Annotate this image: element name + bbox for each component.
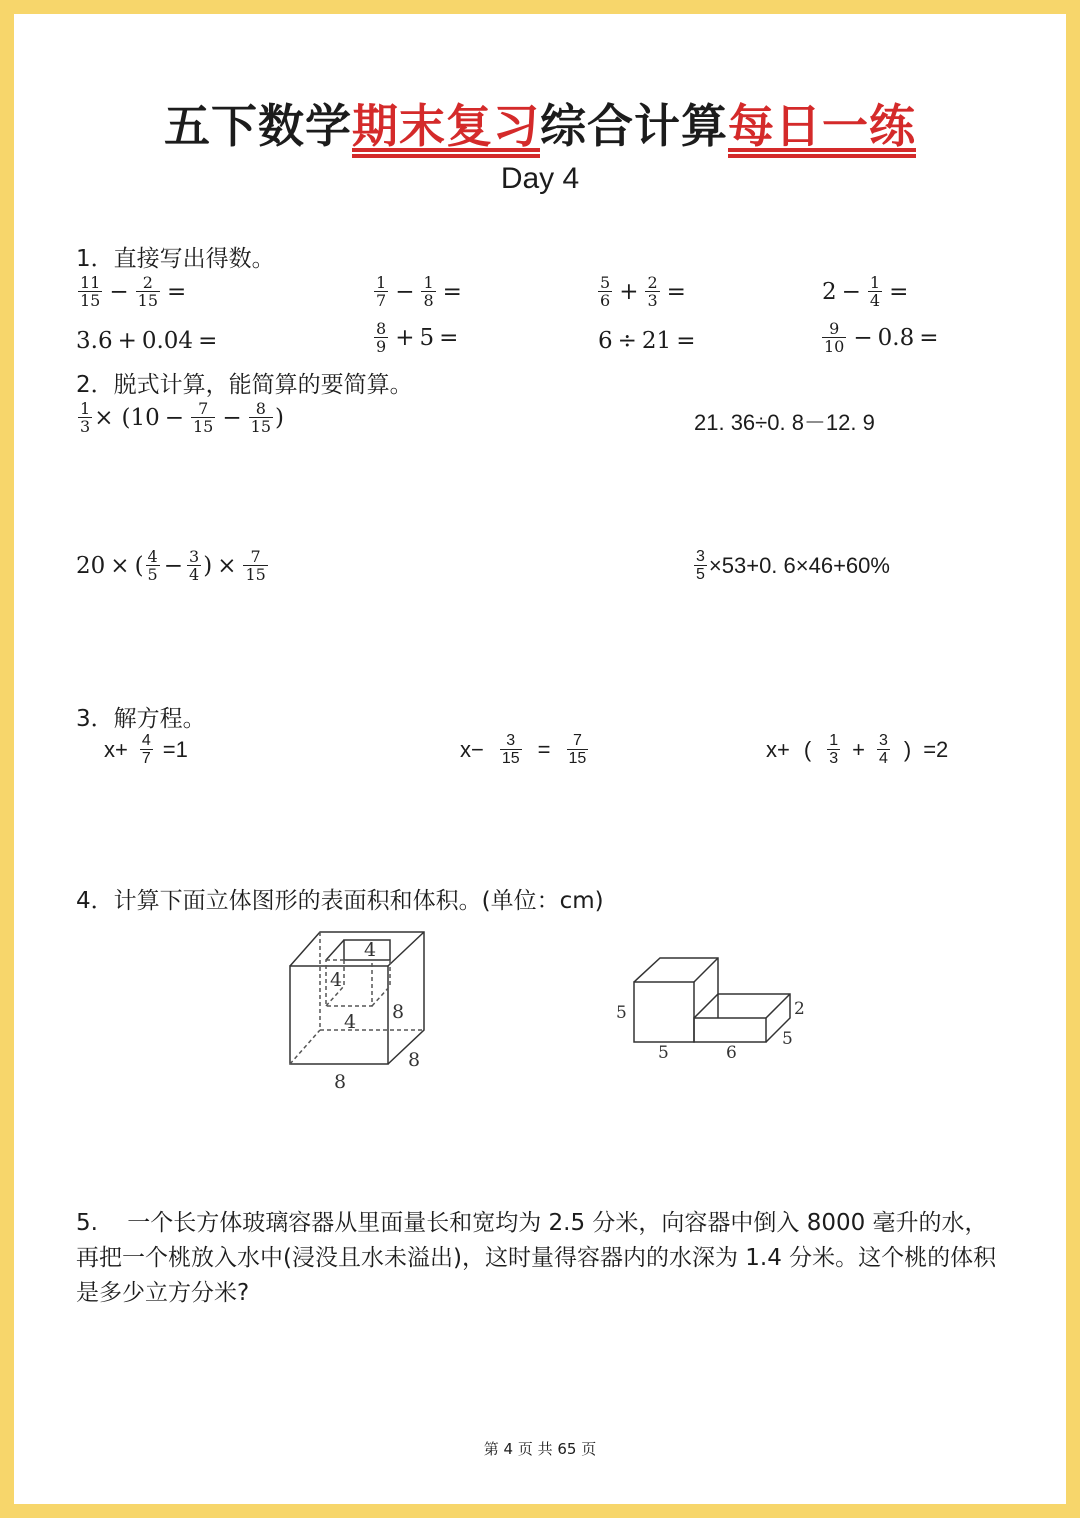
section-1-heading: 1．直接写出得数。 bbox=[76, 246, 275, 272]
problem-1e: 3.6 + 0.04 = bbox=[76, 328, 218, 354]
problem-1d: 2 − $\frac{1}{4}$ = bbox=[822, 273, 909, 310]
problem-1f: $\frac{8}{9}$ + 5 = bbox=[376, 319, 459, 356]
label-top-hole: 4 bbox=[364, 939, 377, 961]
section-5-number: 5. bbox=[76, 1210, 98, 1236]
title-part-3: 综合计算 bbox=[540, 99, 728, 153]
label-inner-side: 4 bbox=[330, 969, 343, 991]
title-highlight-2: 每日一练 bbox=[728, 99, 916, 153]
problem-2a: $\frac{1}{3}$ × (10 − $\frac{7}{15}$ − $\frac{8}{15}$ ) bbox=[80, 399, 284, 436]
section-2-heading: 2．脱式计算，能简算的要简算。 bbox=[76, 372, 413, 398]
problem-1b: $\frac{1}{7}$ − $\frac{1}{8}$ = bbox=[376, 273, 462, 310]
section-5-text: 一个长方体玻璃容器从里面量长和宽均为 2.5 分米，向容器中倒入 8000 毫升的水，再把一个桃放入水中(浸没且水未溢出)，这时量得容器内的水深为 1.4 分米。这个桃的体积是多少立方分米? bbox=[76, 1210, 997, 1306]
equation-3a: x+ $\frac{4}{7}$ =1 bbox=[104, 732, 188, 767]
section-4-heading: 4．计算下面立体图形的表面积和体积。(单位：cm) bbox=[76, 888, 604, 914]
label-depth: 8 bbox=[408, 1049, 421, 1071]
problem-2c: 20 × ( $\frac{4}{5}$ − $\frac{3}{4}$ ) × $\frac{7}{15}$ bbox=[76, 547, 266, 584]
label-solid-h2: 2 bbox=[794, 999, 805, 1019]
problem-1g: 6 ÷ 21 = bbox=[598, 328, 696, 354]
label-height: 8 bbox=[392, 1001, 405, 1023]
problem-1a: $\frac{11}{15}$ − $\frac{2}{15}$ = bbox=[80, 273, 187, 310]
label-solid-w2: 6 bbox=[726, 1043, 737, 1063]
label-width: 8 bbox=[334, 1071, 347, 1093]
figure-step-solid bbox=[606, 948, 806, 1064]
label-solid-depth: 5 bbox=[782, 1029, 793, 1049]
section-5-word-problem bbox=[76, 1206, 1006, 1311]
equation-3b: x− $\frac{3}{15}$ = $\frac{7}{15}$ bbox=[460, 732, 587, 767]
day-label: Day 4 bbox=[500, 162, 580, 195]
problem-1c: $\frac{5}{6}$ + $\frac{2}{3}$ = bbox=[600, 273, 686, 310]
problem-2b: 21. 36÷0. 8－12. 9 bbox=[694, 410, 875, 435]
equation-3c: x+ ( $\frac{1}{3}$ + $\frac{3}{4}$ ) =2 bbox=[766, 732, 949, 767]
solid-tall-block bbox=[634, 982, 694, 1042]
figure-hollow-cube bbox=[270, 920, 450, 1096]
section-3-heading: 3．解方程。 bbox=[76, 706, 206, 732]
label-solid-w1: 5 bbox=[658, 1043, 669, 1063]
page-title bbox=[0, 90, 1080, 156]
title-highlight-1: 期末复习 bbox=[352, 99, 540, 153]
label-solid-height: 5 bbox=[616, 1003, 627, 1023]
solid-low-block bbox=[694, 1018, 766, 1042]
problem-1h: $\frac{9}{10}$ − 0.8 = bbox=[824, 319, 939, 356]
title-part-1: 五下数学 bbox=[164, 99, 352, 153]
problem-2d: $\frac{3}{5}$ ×53+0. 6×46+60% bbox=[696, 548, 890, 583]
page-footer: 第 4 页 共 65 页 bbox=[483, 1440, 597, 1458]
label-inner-bottom: 4 bbox=[344, 1011, 357, 1033]
